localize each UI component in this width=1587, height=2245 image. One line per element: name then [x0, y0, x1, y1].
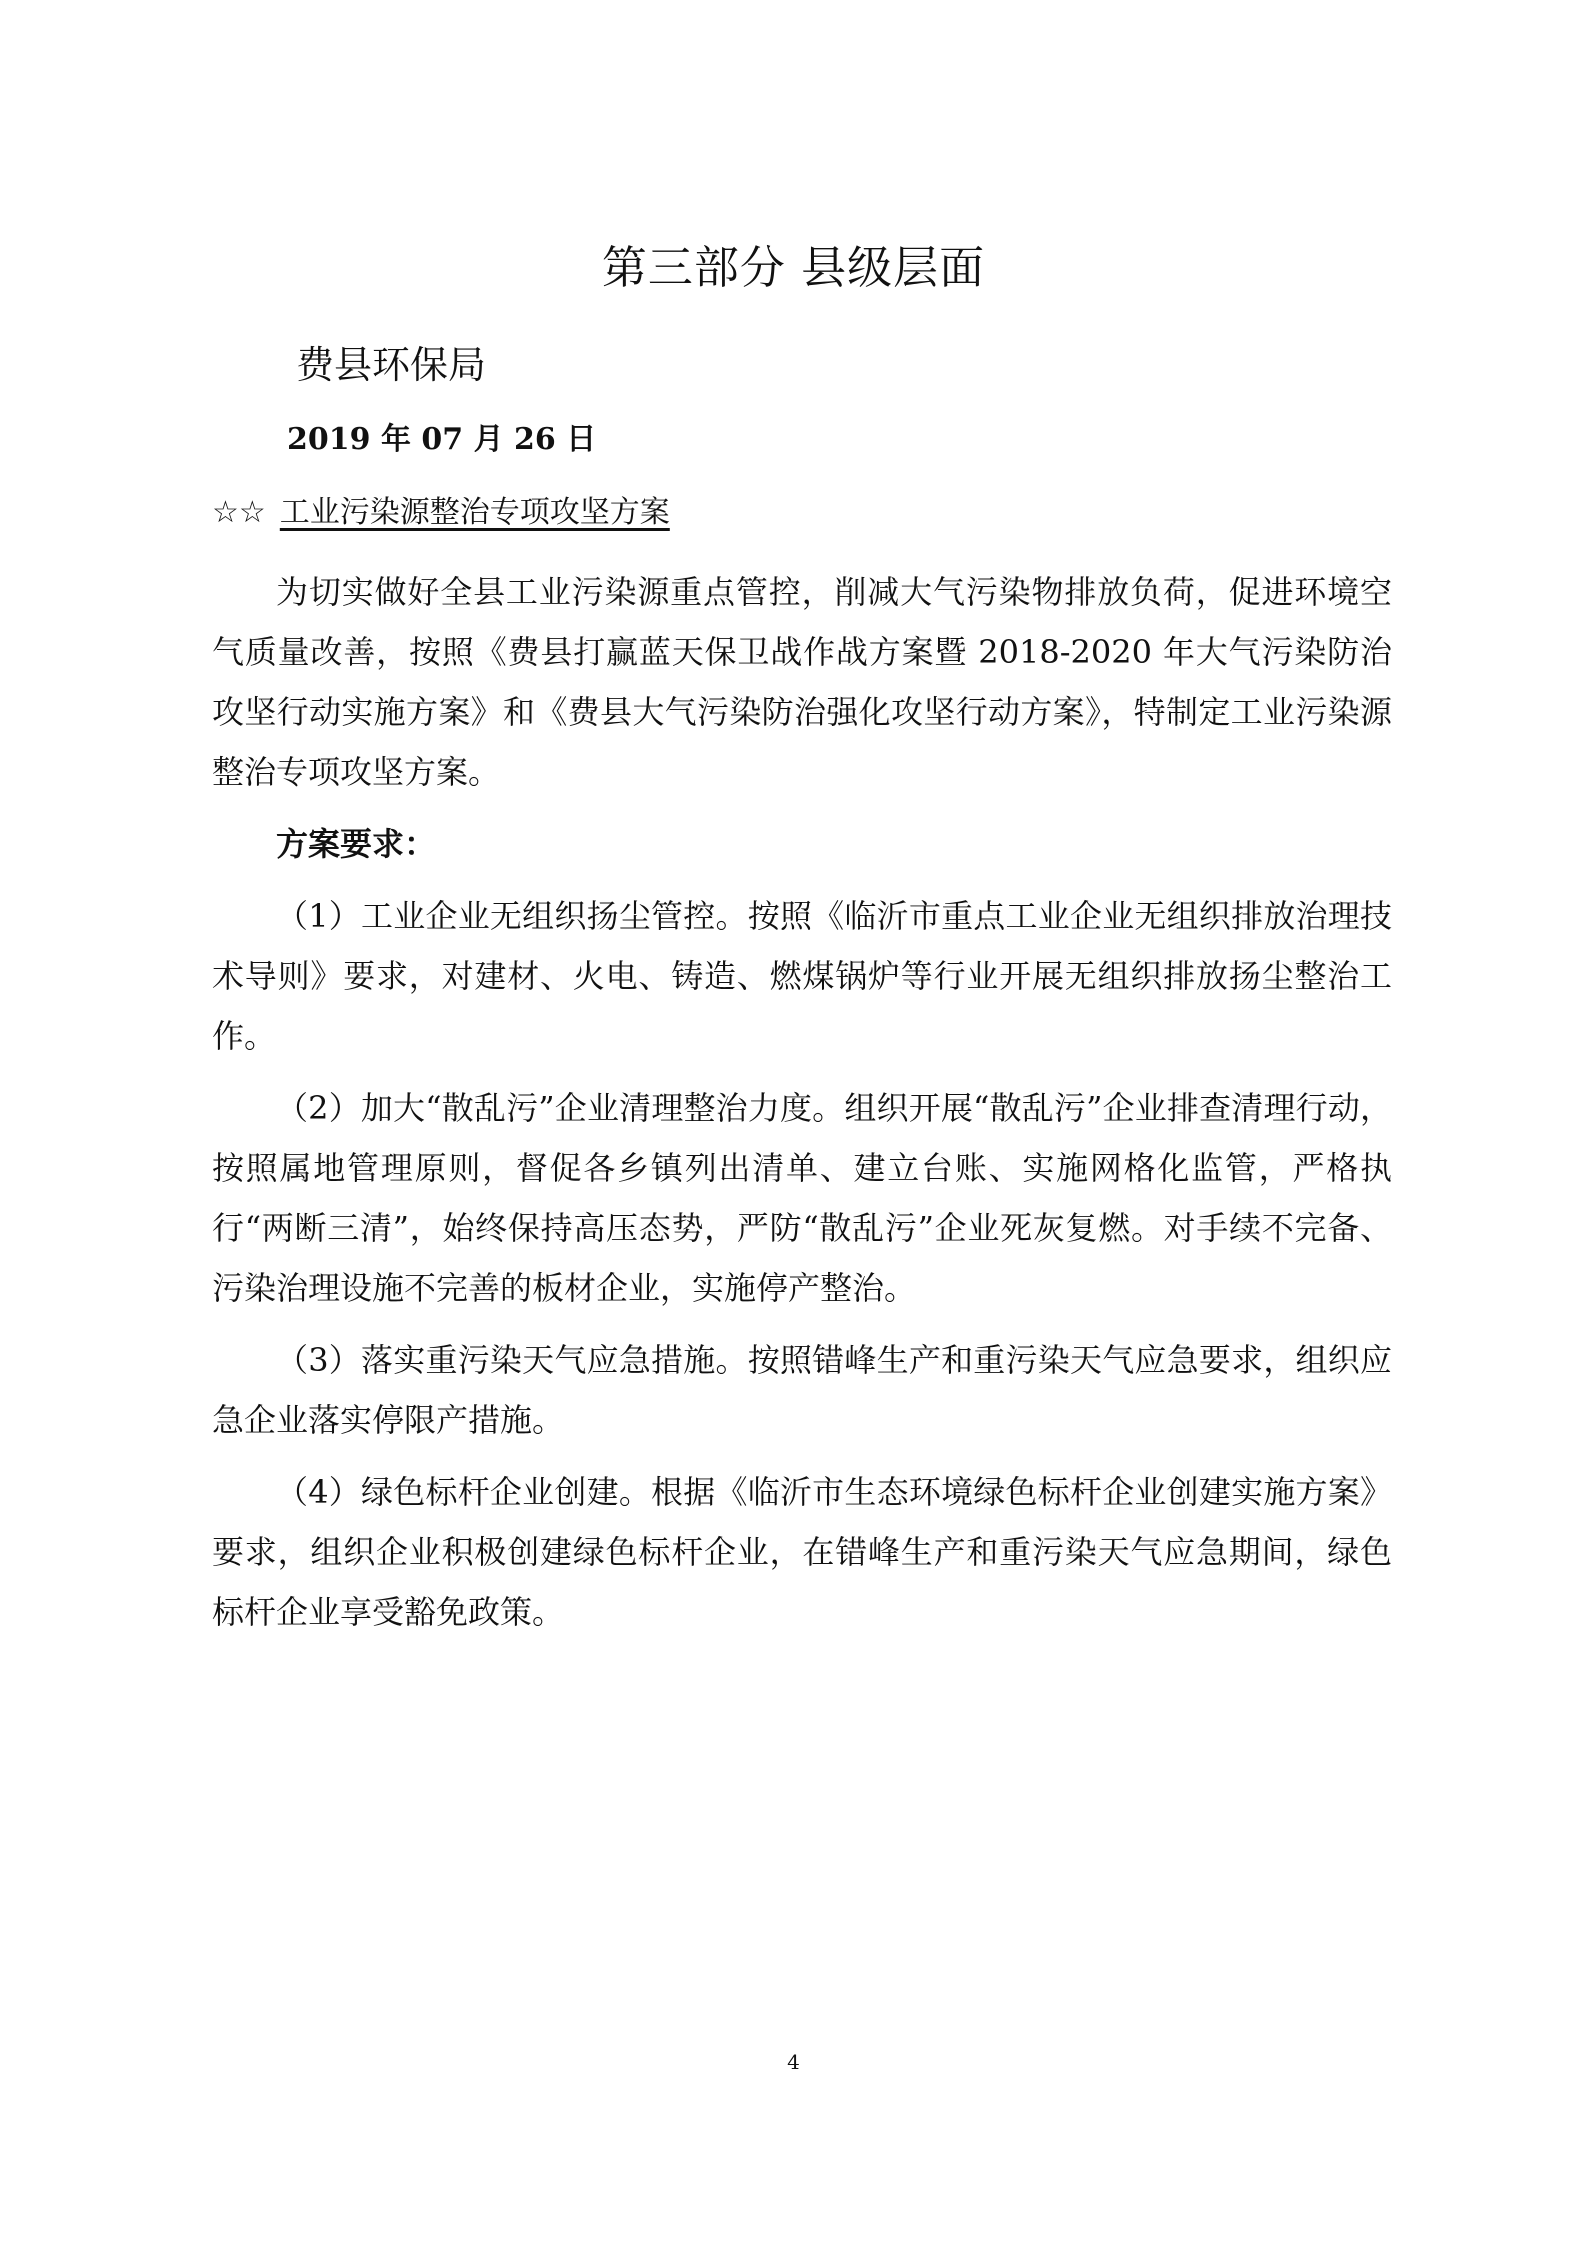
requirement-item: （1）工业企业无组织扬尘管控。按照《临沂市重点工业企业无组织排放治理技术导则》要求，对建材、火电、铸造、燃煤锅炉等行业开展无组织排放扬尘整治工作。 — [212, 897, 1392, 1055]
page-number: 4 — [787, 2050, 800, 2074]
document-date: 2019 年 07 月 26 日 — [287, 422, 597, 457]
star-icon: ☆☆ — [212, 495, 266, 530]
requirement-item: （3）落实重污染天气应急措施。按照错峰生产和重污染天气应急要求，组织应急企业落实停限产措施。 — [212, 1341, 1392, 1439]
section-heading-text: 工业污染源整治专项攻坚方案 — [279, 495, 670, 530]
requirement-item: （2）加大“散乱污”企业清理整治力度。组织开展“散乱污”企业排查清理行动，按照属地管理原则，督促各乡镇列出清单、建立台账、实施网格化监管，严格执行“两断三清”，始终保持高压态势，严防“散乱污”企业死灰复燃。对手续不完备、污染治理设施不完善的板材企业，实施停产整治。 — [212, 1089, 1392, 1307]
section-heading — [212, 490, 670, 536]
document-body — [212, 562, 1392, 1654]
page-title: 第三部分 县级层面 — [601, 241, 986, 294]
organization-name: 费县环保局 — [296, 343, 487, 387]
intro-paragraph: 为切实做好全县工业污染源重点管控，削减大气污染物排放负荷，促进环境空气质量改善，按照《费县打赢蓝天保卫战作战方案暨 2018-2020 年大气污染防治攻坚行动实施方案》和《费县大气污染防治强化攻坚行动方案》，特制定工业污染源整治专项攻坚方案。 — [212, 573, 1392, 791]
requirement-item: （4）绿色标杆企业创建。根据《临沂市生态环境绿色标杆企业创建实施方案》要求，组织企业积极创建绿色标杆企业，在错峰生产和重污染天气应急期间，绿色标杆企业享受豁免政策。 — [212, 1473, 1392, 1631]
requirements-label: 方案要求： — [276, 825, 437, 863]
